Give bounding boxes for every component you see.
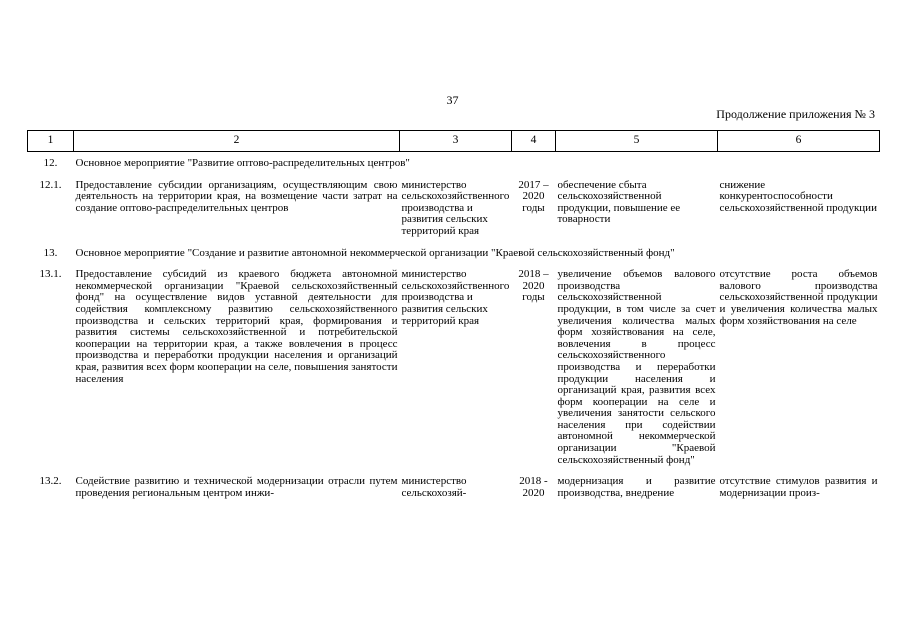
period-cell: 2018 - 2020 xyxy=(519,475,548,499)
row-number: 13.1. xyxy=(39,268,62,281)
executor-cell: министерство сельскохозяй- xyxy=(401,475,467,499)
row-number: 13.2. xyxy=(39,475,62,488)
result-cell: обеспечение сбыта сельскохозяйственной продукции, повышение ее товарности xyxy=(557,178,681,226)
section-title: Основное мероприятие "Развитие оптово-распределительных центров" xyxy=(75,157,410,169)
measure-description: Предоставление субсидий из краевого бюджета автономной некоммерческой организации "Краевой сельскохозяйственный фонд" на осуществление видов уставной деятельности для содействия комплексному развитию сельскохозяйственного производства и сельских территорий края, формирования и развития системы сельскохозяйственной и потребительской кооперации на территории края, а также вовлечения в процесс производства и переработки продукции населения и организаций края, развития всех форм кооперации на селе, повышения занятости населения xyxy=(75,268,398,385)
continuation-label: Продолжение приложения № 3 xyxy=(716,107,875,121)
measures-table xyxy=(27,130,880,509)
column-header: 4 xyxy=(512,131,556,152)
page-number: 37 xyxy=(446,93,459,107)
result-cell: увеличение объемов валового производства сельскохозяйственной продукции, в том числе за счет увеличения количества малых форм хозяйствования на селе, вовлечения в процесс сельскохозяйственного производства и переработки продукции населения и организаций края, развития всех форм кооперации на селе и увеличения занятости сельского населения при содействии автономной некоммерческой организации "Краевой сельскохозяйственный фонд" xyxy=(557,268,716,466)
row-number: 12. xyxy=(43,157,58,169)
row-number: 13. xyxy=(43,246,58,259)
column-header: 6 xyxy=(718,131,880,152)
column-header: 1 xyxy=(28,131,74,152)
column-header: 5 xyxy=(556,131,718,152)
section-row xyxy=(28,248,880,270)
result-cell: модернизация и развитие производства, внедрение xyxy=(557,475,716,499)
column-header-row xyxy=(28,131,880,152)
period-cell: 2018 – 2020 годы xyxy=(518,268,549,304)
executor-cell: министерство сельскохозяйственного производства и развития сельских территорий края xyxy=(401,268,510,327)
consequence-cell: отсутствие роста объемов валового производства сельскохозяйственной продукции и увеличения количества малых форм хозяйствования на селе xyxy=(719,268,878,327)
table-row xyxy=(28,476,880,509)
consequence-cell: снижение конкурентоспособности сельскохозяйственной продукции xyxy=(719,178,877,214)
section-row xyxy=(28,158,880,180)
period-cell: 2017 – 2020 годы xyxy=(518,178,549,214)
table-row xyxy=(28,269,880,476)
measure-description: Предоставление субсидии организациям, осуществляющим свою деятельность на территории края, на возмещение части затрат на создание оптово-распределительных центров xyxy=(75,178,398,214)
column-header: 2 xyxy=(74,131,400,152)
column-header: 3 xyxy=(400,131,512,152)
table-row xyxy=(28,180,880,248)
row-number: 12.1. xyxy=(39,178,62,191)
section-title: Основное мероприятие "Создание и развитие автономной некоммерческой организации "Краевой сельскохозяйственный фонд" xyxy=(75,246,675,259)
executor-cell: министерство сельскохозяйственного производства и развития сельских территорий края xyxy=(401,178,510,237)
consequence-cell: отсутствие стимулов развития и модернизации произ- xyxy=(719,475,878,499)
measure-description: Содействие развитию и технической модернизации отрасли путем проведения региональным центром инжи- xyxy=(75,475,398,499)
